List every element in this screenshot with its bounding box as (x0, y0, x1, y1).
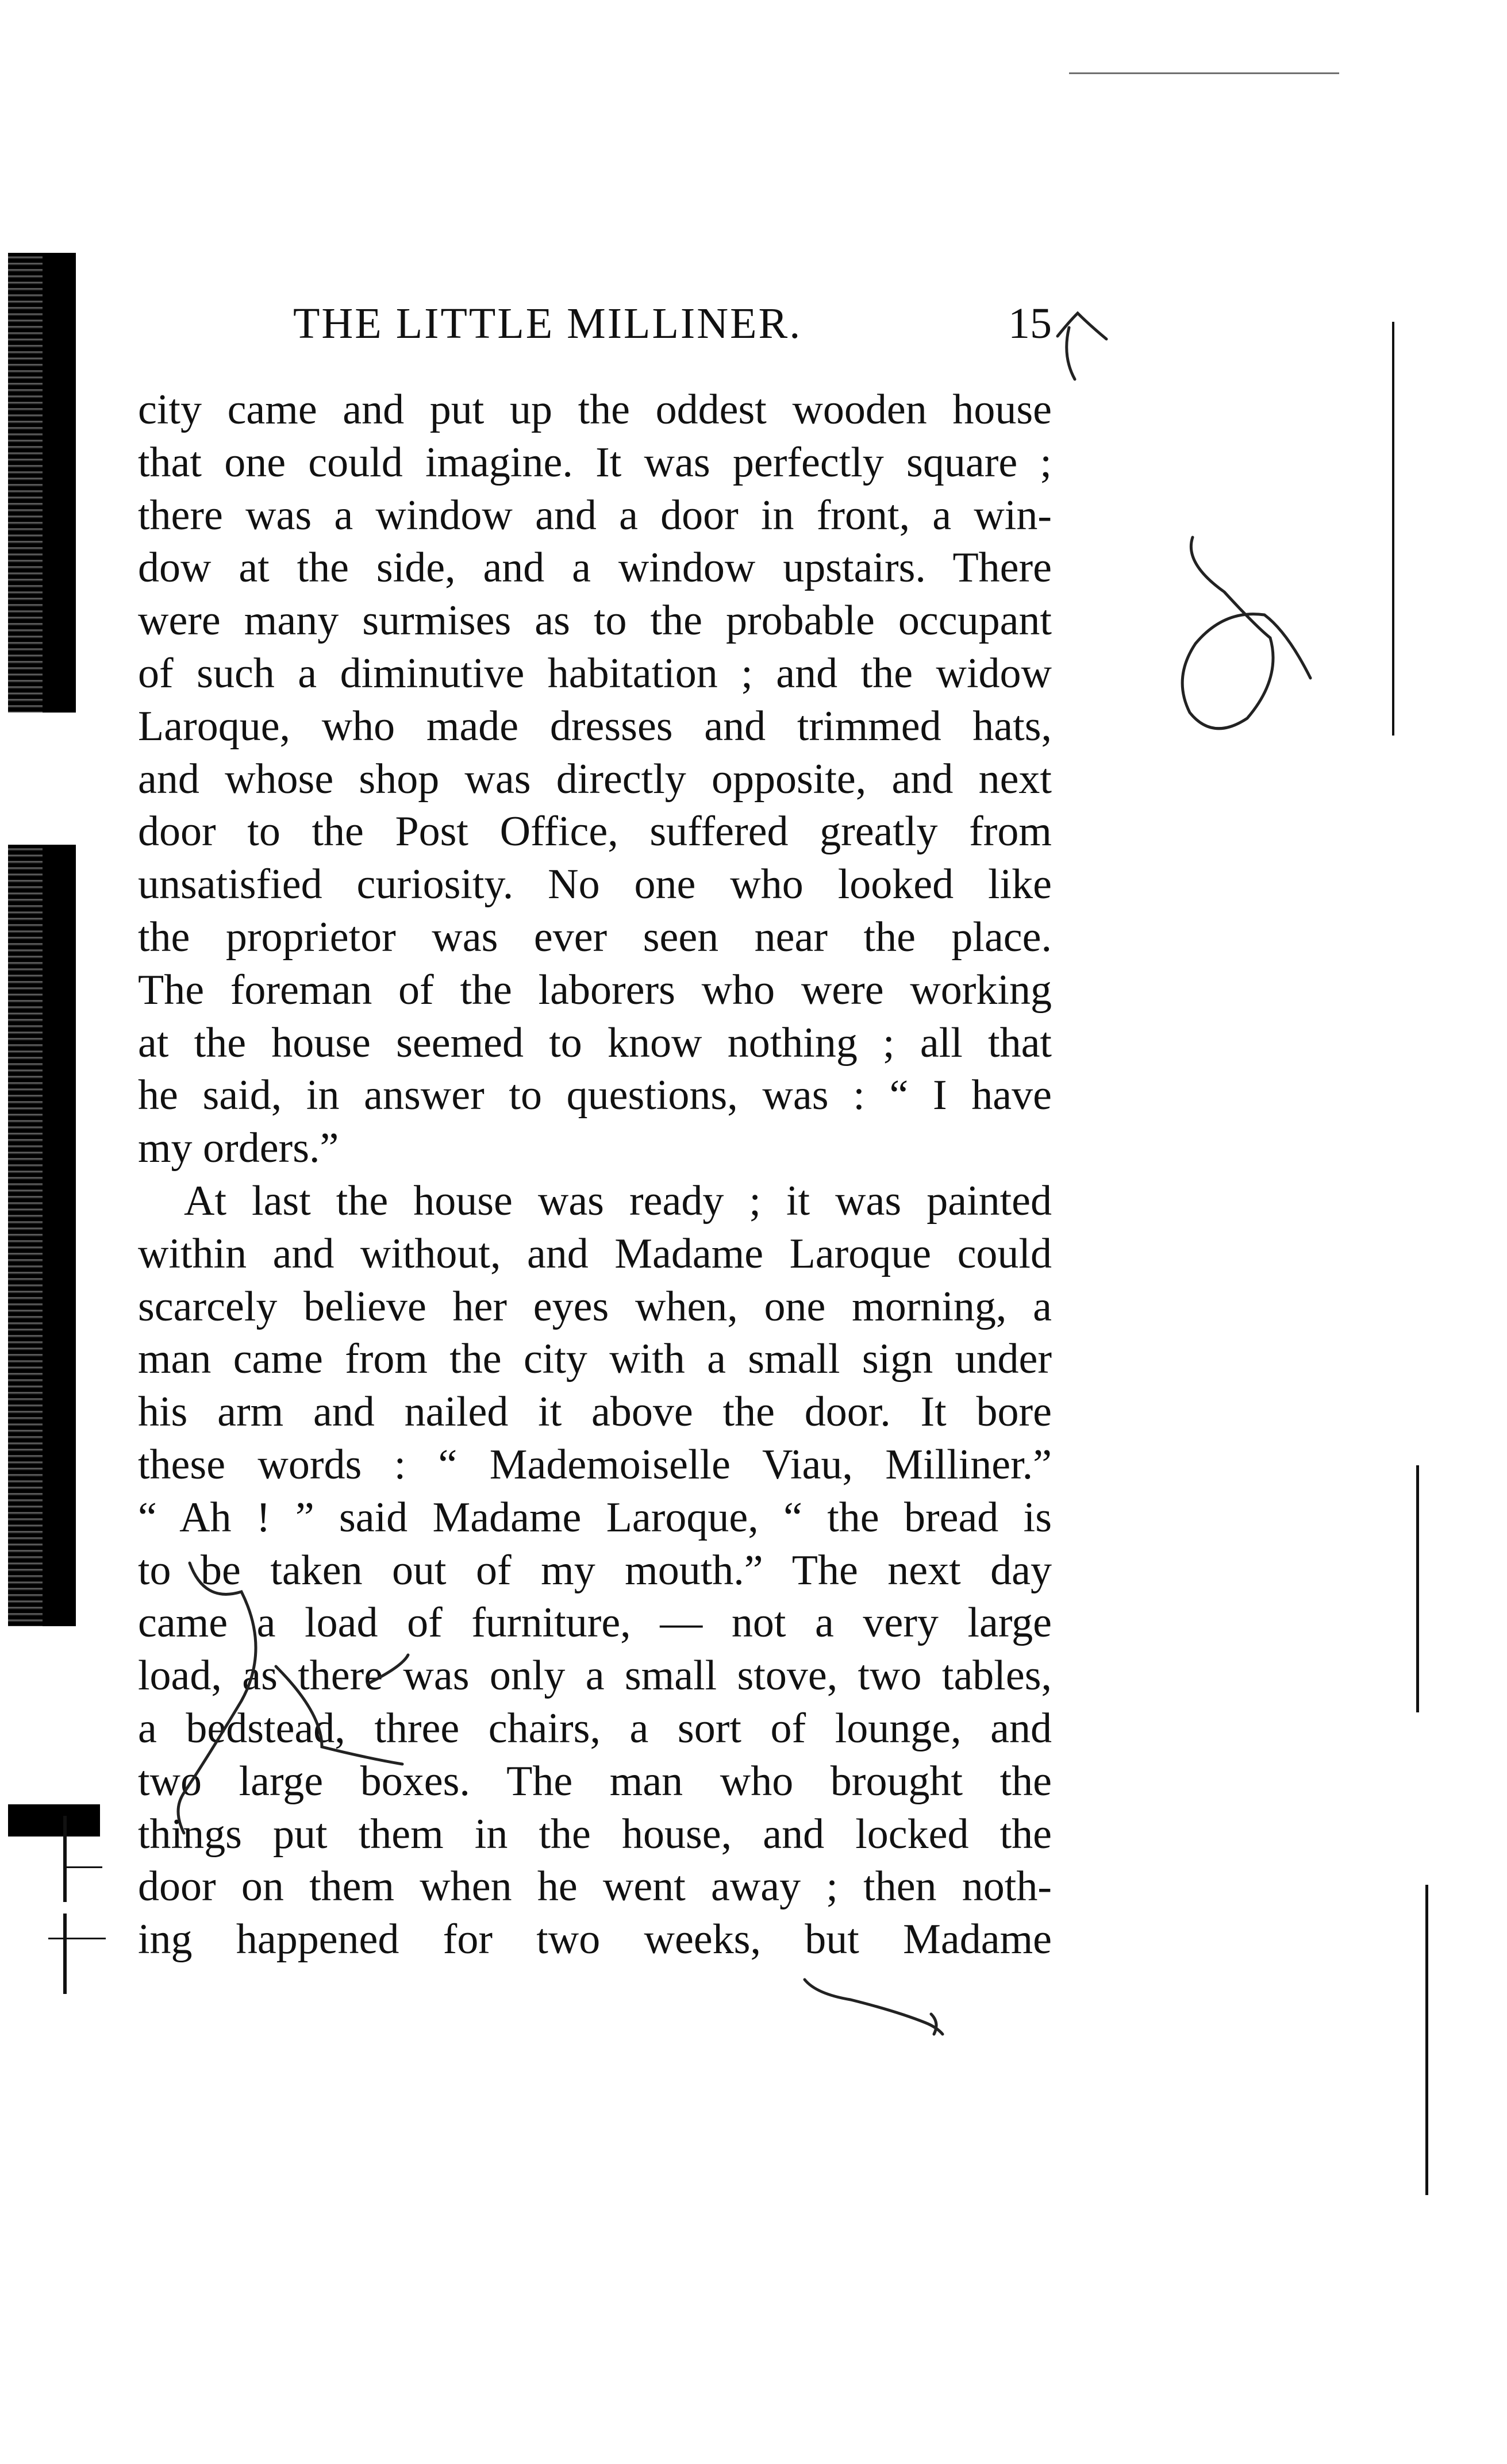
margin-rule-1 (63, 1816, 67, 1902)
page-number-scribble (1058, 313, 1106, 379)
text-line: he said, in answer to questions, was : “ I have (138, 1072, 1052, 1119)
binding-edge-bar-bottom (43, 845, 76, 1626)
text-line: at the house seemed to know nothing ; all that (138, 1019, 1052, 1067)
text-line: to be taken out of my mouth.” The next day (138, 1546, 1052, 1594)
binding-edge-shadow-bottom (8, 845, 43, 1626)
text-line: of such a diminutive habitation ; and the widow (138, 649, 1052, 697)
text-line: these words : “ Mademoiselle Viau, Milliner.” (138, 1441, 1052, 1488)
text-line: were many surmises as to the probable occupant (138, 597, 1052, 645)
margin-tick-2 (48, 1938, 106, 1939)
bottom-arrow-scribble (805, 1980, 943, 2034)
text-line: city came and put up the oddest wooden house (138, 386, 1052, 433)
text-line: the proprietor was ever seen near the place. (138, 913, 1052, 961)
right-edge-line-2 (1416, 1465, 1419, 1712)
text-line: and whose shop was directly opposite, and next (138, 755, 1052, 803)
text-line: unsatisfied curiosity. No one who looked like (138, 861, 1052, 908)
text-line: that one could imagine. It was perfectly square ; (138, 438, 1052, 486)
body-text (138, 384, 1052, 1966)
text-line: load, as there was only a small stove, two tables, (138, 1652, 1052, 1700)
text-line: door to the Post Office, suffered greatly from (138, 808, 1052, 856)
paragraph-end-line: my orders.” (138, 1125, 339, 1172)
text-line: dow at the side, and a window upstairs. There (138, 544, 1052, 592)
text-line: his arm and nailed it above the door. It bore (138, 1388, 1052, 1436)
running-header (138, 287, 1052, 356)
text-line: there was a window and a door in front, a win- (138, 491, 1052, 539)
page-number: 15 (1008, 299, 1052, 348)
text-line: things put them in the house, and locked the (138, 1810, 1052, 1858)
margin-loop-scribble (1182, 537, 1310, 729)
text-line: man came from the city with a small sign under (138, 1335, 1052, 1383)
text-line: came a load of furniture, — not a very large (138, 1599, 1052, 1647)
text-line: “ Ah ! ” said Madame Laroque, “ the bread is (138, 1493, 1052, 1541)
right-edge-line-1 (1392, 322, 1394, 736)
top-edge-dash (1069, 72, 1339, 74)
binding-edge-block (8, 1804, 100, 1837)
binding-edge-shadow-top (8, 253, 43, 713)
text-line: a bedstead, three chairs, a sort of lounge, and (138, 1704, 1052, 1752)
margin-tick-1 (64, 1866, 102, 1868)
binding-edge-bar-top (43, 253, 76, 713)
text-line: two large boxes. The man who brought the (138, 1757, 1052, 1805)
text-line: Laroque, who made dresses and trimmed hats, (138, 702, 1052, 750)
margin-rule-2 (63, 1914, 67, 1994)
text-line: door on them when he went away ; then noth- (138, 1863, 1052, 1911)
text-line: scarcely believe her eyes when, one morning, a (138, 1283, 1052, 1330)
running-title: THE LITTLE MILLINER. (293, 299, 802, 348)
right-edge-line-3 (1425, 1885, 1428, 2195)
paragraph-start-line: At last the house was ready ; it was painted (184, 1177, 1052, 1225)
text-line: within and without, and Madame Laroque could (138, 1230, 1052, 1277)
text-line: ing happened for two weeks, but Madame (138, 1916, 1052, 1964)
text-line: The foreman of the laborers who were working (138, 966, 1052, 1014)
